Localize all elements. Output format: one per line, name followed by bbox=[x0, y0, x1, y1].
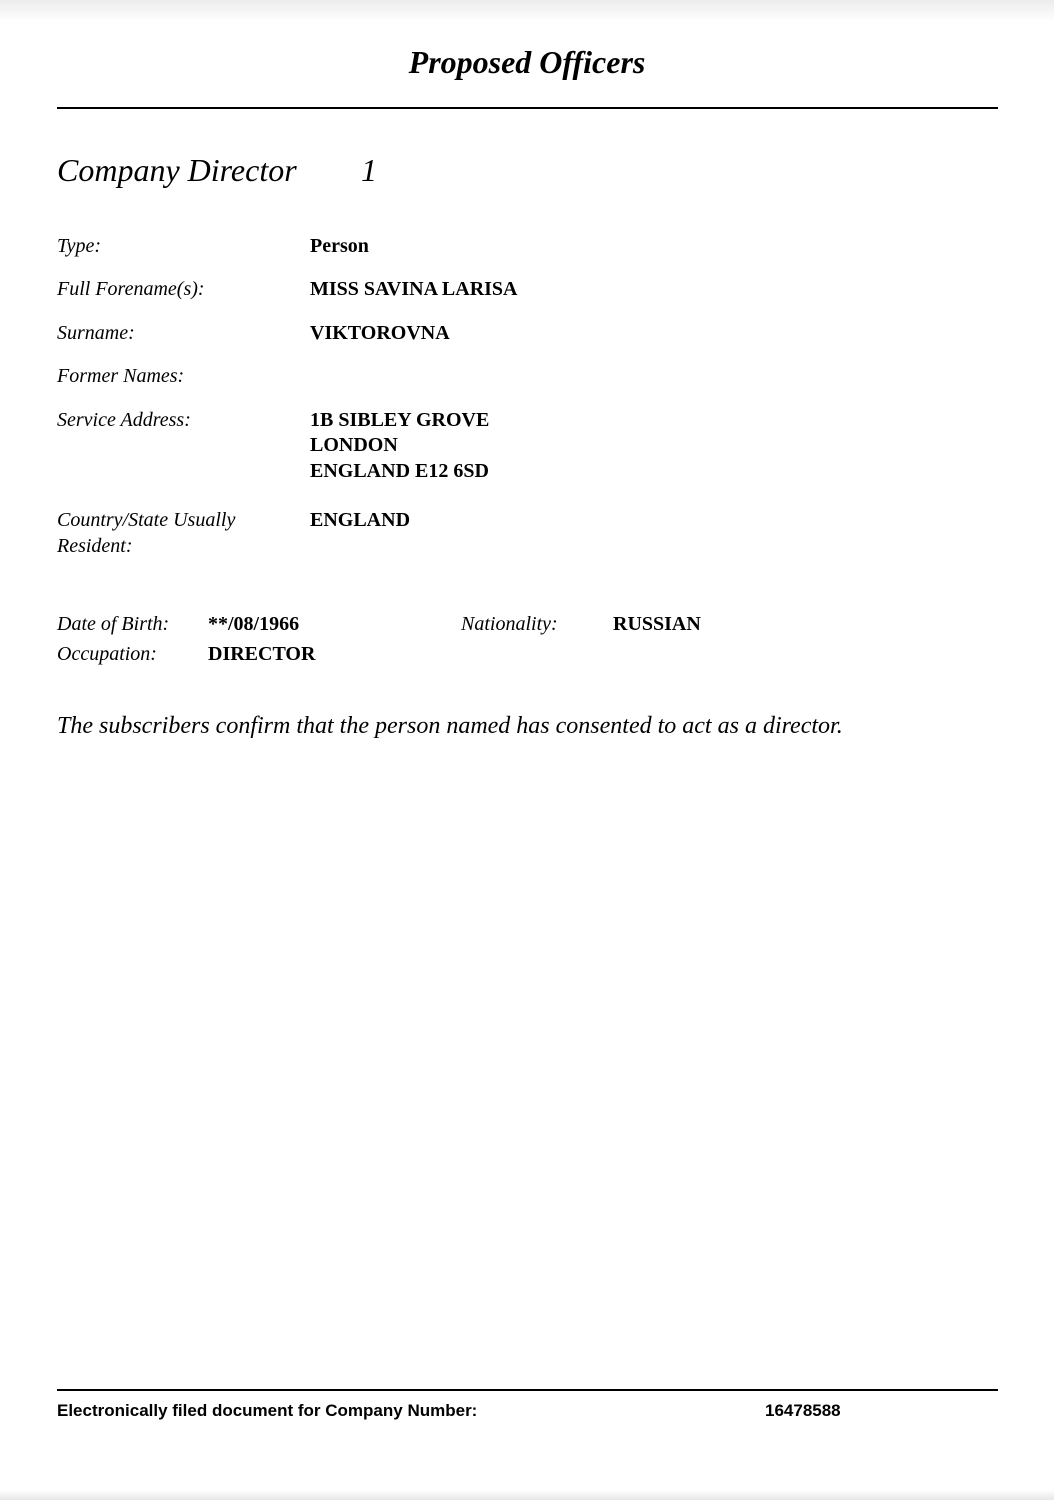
forenames-label: Full Forename(s): bbox=[57, 278, 205, 300]
nationality-value: RUSSIAN bbox=[613, 613, 701, 635]
section-heading-text: Company Director bbox=[57, 152, 297, 188]
forenames-value: MISS SAVINA LARISA bbox=[310, 278, 518, 300]
nationality-label: Nationality: bbox=[461, 613, 558, 635]
director-number: 1 bbox=[361, 152, 377, 188]
date-of-birth-value: **/08/1966 bbox=[208, 613, 300, 635]
surname-label: Surname: bbox=[57, 322, 135, 344]
consent-statement: The subscribers confirm that the person named has consented to act as a director. bbox=[57, 713, 843, 739]
former-names-label: Former Names: bbox=[57, 365, 185, 387]
service-address-label: Service Address: bbox=[57, 409, 191, 431]
title-divider bbox=[57, 107, 998, 109]
occupation-label: Occupation: bbox=[57, 643, 157, 665]
surname-value: VIKTOROVNA bbox=[310, 322, 450, 344]
date-of-birth-label: Date of Birth: bbox=[57, 613, 170, 635]
page-title: Proposed Officers bbox=[408, 44, 646, 80]
country-resident-label-line-1: Country/State Usually bbox=[57, 509, 236, 531]
section-heading bbox=[57, 148, 377, 192]
country-resident-value: ENGLAND bbox=[310, 509, 411, 531]
footer-label: Electronically filed document for Company Number: bbox=[57, 1401, 478, 1420]
service-address-line-2: LONDON bbox=[310, 434, 398, 456]
service-address-line-3: ENGLAND E12 6SD bbox=[310, 460, 489, 482]
country-resident-label-line-2: Resident: bbox=[57, 535, 133, 557]
page-bottom-shadow bbox=[0, 1490, 1054, 1500]
type-label: Type: bbox=[57, 235, 102, 257]
type-value: Person bbox=[310, 235, 369, 257]
occupation-value: DIRECTOR bbox=[208, 643, 316, 665]
footer-divider bbox=[57, 1389, 998, 1391]
company-number: 16478588 bbox=[765, 1401, 841, 1420]
service-address-line-1: 1B SIBLEY GROVE bbox=[310, 409, 490, 431]
page-top-shadow bbox=[0, 0, 1054, 22]
